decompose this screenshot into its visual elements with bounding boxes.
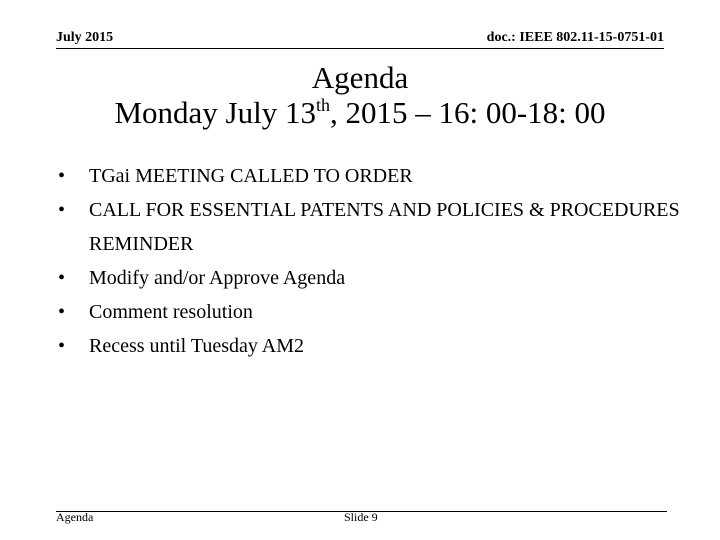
agenda-item (58, 159, 688, 193)
footer-label: Agenda (56, 510, 94, 524)
slide-title (0, 60, 720, 130)
title-line-2 (0, 95, 720, 130)
bullet-icon: • (58, 165, 66, 187)
title-line-2-superscript: th (315, 95, 330, 115)
title-line-1: Agenda (311, 60, 409, 95)
slide-number: Slide 9 (344, 510, 378, 524)
agenda-item-text: Modify and/or Approve Agenda (89, 267, 346, 289)
agenda-item (58, 261, 688, 295)
header-doc-id: doc.: IEEE 802.11-15-0751-01 (486, 30, 664, 45)
title-line-2-main: Monday July 13 (114, 95, 316, 130)
agenda-item (58, 193, 688, 261)
agenda-item-text: TGai MEETING CALLED TO ORDER (89, 165, 413, 187)
bullet-icon: • (58, 301, 66, 323)
agenda-item (58, 295, 688, 329)
bullet-icon: • (58, 267, 66, 289)
header-divider (56, 48, 664, 49)
agenda-item-text: Recess until Tuesday AM2 (89, 335, 305, 357)
bullet-icon: • (58, 199, 66, 221)
title-line-2-rest: , 2015 – 16: 00-18: 00 (329, 95, 606, 130)
agenda-item-text: CALL FOR ESSENTIAL PATENTS AND POLICIES & PROCEDURES REMINDER (89, 199, 680, 255)
agenda-item-text: Comment resolution (89, 301, 253, 323)
header-date: July 2015 (56, 30, 114, 45)
bullet-icon: • (58, 335, 66, 357)
agenda-item (58, 329, 688, 363)
agenda-list (58, 159, 688, 363)
